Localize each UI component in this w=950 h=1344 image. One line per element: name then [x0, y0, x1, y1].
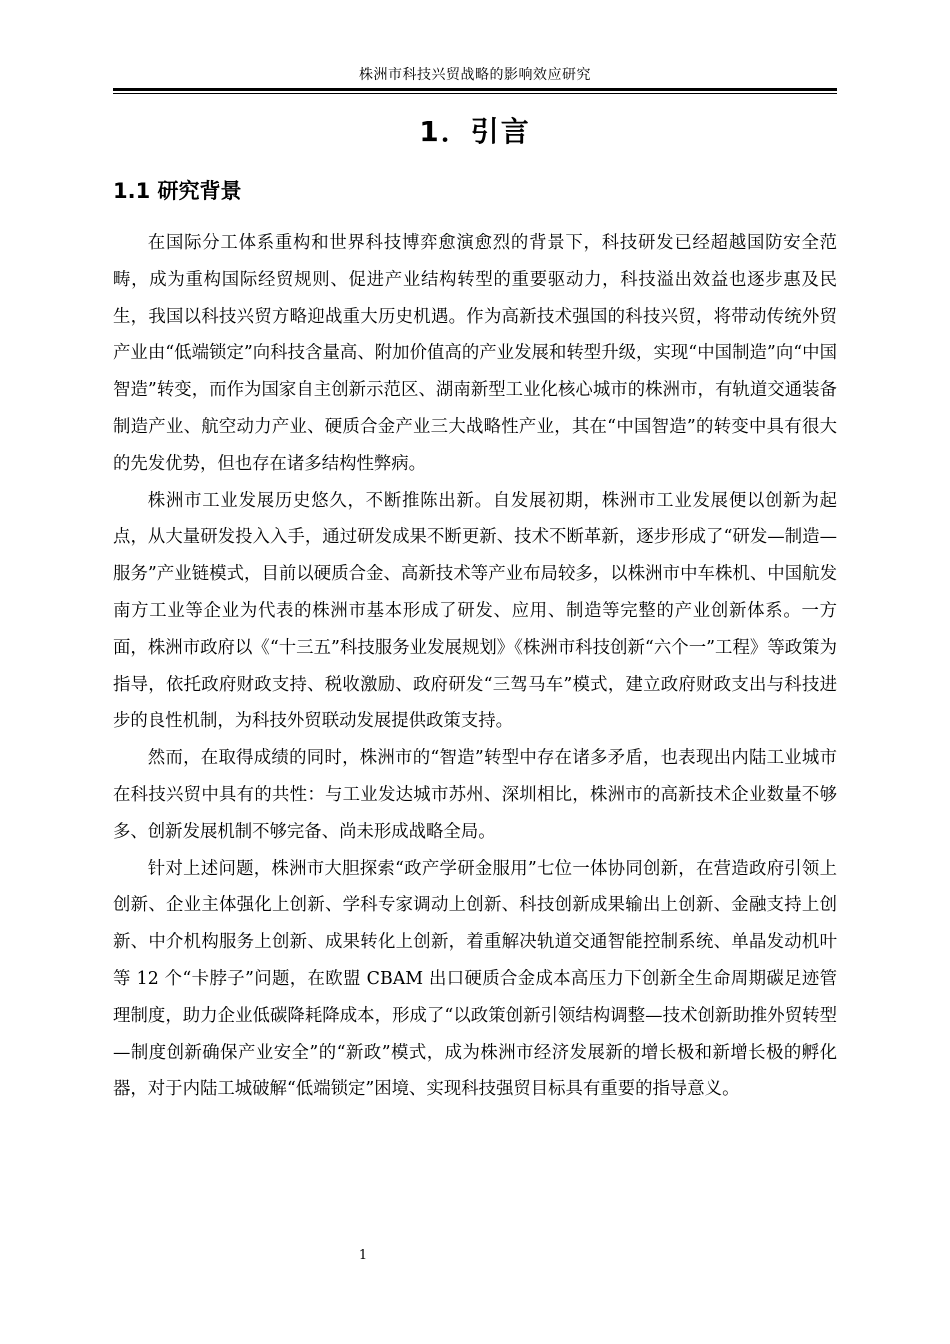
paragraph: 在国际分工体系重构和世界科技博弈愈演愈烈的背景下，科技研发已经超越国防安全范畴，成为重构国际经贸规则、促进产业结构转型的重要驱动力，科技溢出效益也逐步惠及民生，我国以科技兴贸方略迎战重大历史机遇。作为高新技术强国的科技兴贸，将带动传统外贸产业由“低端锁定”向科技含量高、附加价值高的产业发展和转型升级，实现“中国制造”向“中国智造”转变，而作为国家自主创新示范区、湖南新型工业化核心城市的株洲市，有轨道交通装备制造产业、航空动力产业、硬质合金产业三大战略性产业，其在“中国智造”的转变中具有很大的先发优势，但也存在诸多结构性弊病。: [113, 233, 837, 474]
paragraph: 针对上述问题，株洲市大胆探索“政产学研金服用”七位一体协同创新，在营造政府引领上创新、企业主体强化上创新、学科专家调动上创新、科技创新成果输出上创新、金融支持上创新、中介机构服务上创新、成果转化上创新，着重解决轨道交通智能控制系统、单晶发动机叶等 12 个“卡脖子”问题，在欧盟 CBAM 出口硬质合金成本高压力下创新全生命周期碳足迹管理制度，助力企业低碳降耗降成本，形成了“以政策创新引领结构调整—技术创新助推外贸转型—制度创新确保产业安全”的“新政”模式，成为株洲市经济发展新的增长极和新增长极的孵化器，对于内陆工城破解“低端锁定”困境、实现科技强贸目标具有重要的指导意义。: [113, 858, 837, 1100]
body-text: [113, 225, 837, 1108]
section-title: 1.1 研究背景: [113, 179, 242, 203]
header-rule-thick: [113, 88, 837, 91]
running-header: 株洲市科技兴贸战略的影响效应研究: [359, 67, 591, 83]
paragraph: 然而，在取得成绩的同时，株洲市的“智造”转型中存在诸多矛盾，也表现出内陆工业城市在科技兴贸中具有的共性：与工业发达城市苏州、深圳相比，株洲市的高新技术企业数量不够多、创新发展机制不够完备、尚未形成战略全局。: [113, 748, 837, 842]
page-number: 1: [358, 1248, 368, 1263]
header-rule-thin: [113, 93, 837, 94]
paragraph: 株洲市工业发展历史悠久，不断推陈出新。自发展初期，株洲市工业发展便以创新为起点，从大量研发投入入手，通过研发成果不断更新、技术不断革新，逐步形成了“研发—制造—服务”产业链模式，目前以硬质合金、高新技术等产业布局较多，以株洲市中车株机、中国航发南方工业等企业为代表的株洲市基本形成了研发、应用、制造等完整的产业创新体系。一方面，株洲市政府以《“十三五”科技服务业发展规划》《株洲市科技创新“六个一”工程》等政策为指导，依托政府财政支持、税收激励、政府研发“三驾马车”模式，建立政府财政支出与科技进步的良性机制，为科技外贸联动发展提供政策支持。: [113, 490, 837, 732]
chapter-title: 1．引言: [419, 115, 531, 148]
